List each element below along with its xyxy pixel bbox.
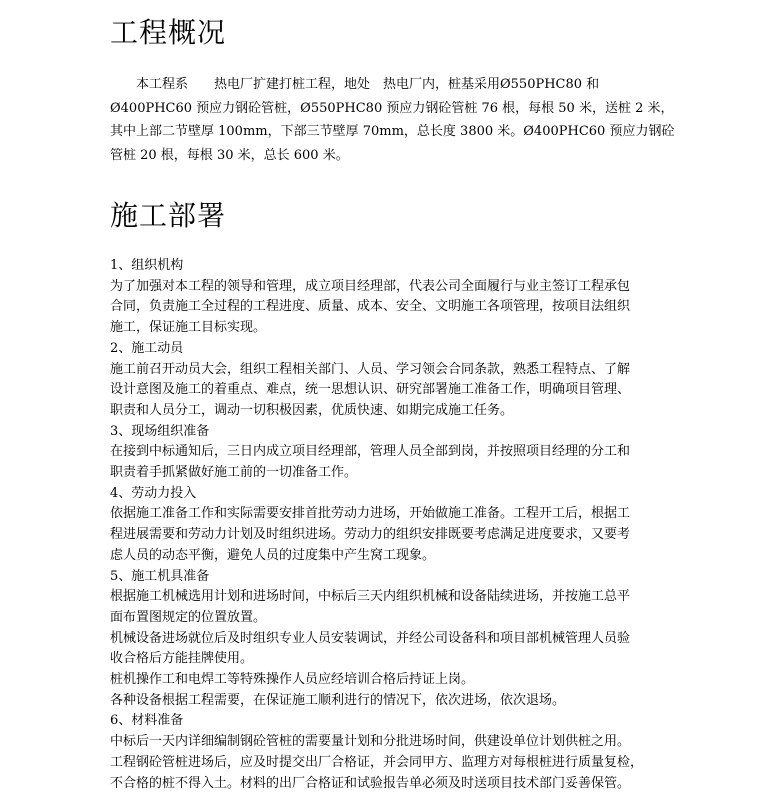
overview-line: Ø400PHC60 预应力钢砼管桩，Ø550PHC80 预应力钢砼管桩 76 根，每根 50 米，送桩 2 米， xyxy=(110,100,674,116)
body-line: 中标后一天内详细编制钢砼管桩的需要量计划和分批进场时间，供建设单位计划供桩之用。 xyxy=(110,734,631,750)
body-line: 施工前召开动员大会，组织工程相关部门、人员、学习领会合同条款，熟悉工程特点、了解 xyxy=(110,361,631,377)
body-line: 各种设备根据工程需要，在保证施工顺利进行的情况下，依次进场，依次退场。 xyxy=(110,692,566,708)
body-line: 桩机操作工和电焊工等特殊操作人员应经培训合格后持证上岗。 xyxy=(110,672,475,688)
section-title-overview: 工程概况 xyxy=(110,16,227,49)
body-line: 在接到中标通知后，三日内成立项目经理部，管理人员全部到岗，并按照项目经理的分工和 xyxy=(110,444,631,460)
body-line: 合同，负责施工全过程的工程进度、质量、成本、安全、文明施工各项管理，按项目法组织 xyxy=(110,299,631,315)
deployment-body xyxy=(110,256,675,794)
subheading-labor: 4、劳动力投入 xyxy=(110,485,197,501)
body-line: 机械设备进场就位后及时组织专业人员安装调试，并经公司设备科和项目部机械管理人员验 xyxy=(110,630,631,646)
body-line: 收合格后方能挂牌使用。 xyxy=(110,651,254,667)
body-line: 工程钢砼管桩进场后，应及时提交出厂合格证，并会同甲方、监理方对每根桩进行质量复检， xyxy=(110,754,644,770)
body-line: 面布置图规定的位置放置。 xyxy=(110,609,267,625)
body-line: 职责着手抓紧做好施工前的一切准备工作。 xyxy=(110,465,358,481)
body-line: 根据施工机械选用计划和进场时间，中标后三天内组织机械和设备陆续进场，并按施工总平 xyxy=(110,589,631,605)
subheading-organization: 1、组织机构 xyxy=(110,258,184,273)
subheading-site-preparation: 3、现场组织准备 xyxy=(110,423,210,439)
overview-paragraph xyxy=(110,73,675,167)
subheading-materials: 6、材料准备 xyxy=(110,713,184,729)
body-line: 虑人员的动态平衡，避免人员的过度集中产生窝工现象。 xyxy=(110,547,436,563)
body-line: 设计意图及施工的着重点、难点，统一思想认识、研究部署施工准备工作，明确项目管理、 xyxy=(110,382,631,398)
body-line: 为了加强对本工程的领导和管理，成立项目经理部，代表公司全面履行与业主签订工程承包 xyxy=(110,278,631,294)
body-line: 不合格的桩不得入土。材料的出厂合格证和试验报告单必须及时送项目技术部门妥善保管。 xyxy=(110,775,631,791)
subheading-machinery: 5、施工机具准备 xyxy=(110,568,210,584)
overview-line: 本工程系 热电厂扩建打桩工程，地处 热电厂内，桩基采用Ø550PHC80 和 xyxy=(136,77,600,92)
body-line: 依据施工准备工作和实际需要安排首批劳动力进场，开始做施工准备。工程开工后，根据工 xyxy=(110,506,631,522)
overview-line: 管桩 20 根，每根 30 米，总长 600 米。 xyxy=(110,147,349,163)
body-line: 程进展需要和劳动力计划及时组织进场。劳动力的组织安排既要考虑满足进度要求，又要考 xyxy=(110,527,631,543)
body-line: 职责和人员分工，调动一切积极因素，优质快速、如期完成施工任务。 xyxy=(110,402,514,418)
overview-line: 其中上部二节壁厚 100mm，下部三节壁厚 70mm，总长度 3800 米。Ø400PHC60 预应力钢砼 xyxy=(110,124,675,139)
subheading-mobilization: 2、施工动员 xyxy=(110,340,184,356)
body-line: 施工，保证施工目标实现。 xyxy=(110,320,267,336)
section-title-deployment: 施工部署 xyxy=(110,199,227,232)
